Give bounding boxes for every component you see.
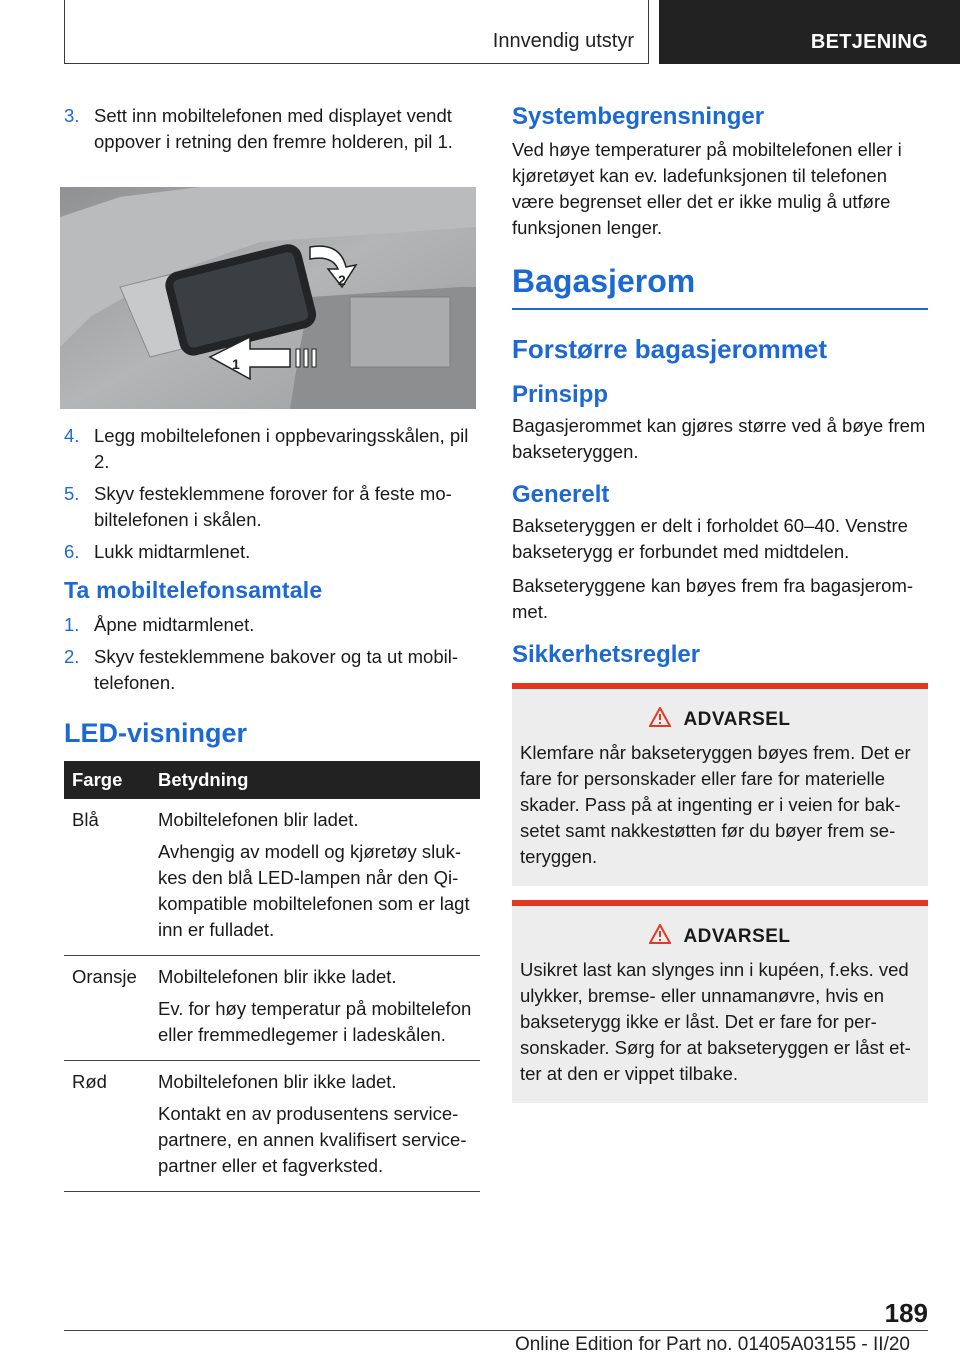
step-item xyxy=(64,103,480,155)
warning-text: Usikret last kan slynges inn i kupéen, f.eks. ved ulykker, bremse- eller unnamanøvre, hvis en bakseterygg ikke er låst. Det er fare for personskader. Sørg for at bakseteryggen er låst etter at den er vippet tilbake. xyxy=(520,959,911,1084)
warning-label: ADVARSEL xyxy=(683,708,791,730)
arrow-2-label: 2 xyxy=(338,272,346,288)
step-text: Åpne midtarmlenet. xyxy=(94,614,255,635)
principle-text: Bagasjerommet kan gjøres større ved å bøye frem bakseteryggen. xyxy=(512,415,926,462)
column-header: Farge xyxy=(64,761,150,799)
step-item xyxy=(64,644,480,696)
step-item xyxy=(64,539,480,565)
enlarge-title: Forstørre bagasjerommet xyxy=(512,334,827,364)
step-number: 6. xyxy=(64,541,80,562)
warning-text: Klemfare når bakseteryggen bøyes frem. Det er fare for personskader eller fare for materielle skader. Pass på at ingenting er i veien for baksetet samt nakkestøtten før du bøyer frem seteryggen. xyxy=(520,742,911,867)
phone-holder-photo xyxy=(60,187,476,409)
general-title: Generelt xyxy=(512,481,610,508)
header-chapter-box xyxy=(659,0,960,64)
color-cell: Blå xyxy=(64,799,150,956)
header-section-box xyxy=(64,0,649,64)
right-column xyxy=(512,103,928,1115)
warning-box xyxy=(512,683,928,886)
general-text: Bakseteryggene kan bøyes frem fra bagasjerommet. xyxy=(512,575,914,622)
meaning-line: Mobiltelefonen blir ikke ladet. xyxy=(158,966,397,987)
meaning-cell xyxy=(150,956,480,1061)
step-item xyxy=(64,612,480,638)
luggage-title: Bagasjerom xyxy=(512,263,928,310)
warning-triangle-icon xyxy=(649,924,671,949)
led-section-title: LED-visninger xyxy=(64,718,248,748)
meaning-line: Kontakt en av produsentens servicepartnere, en annen kvalifisert servicepartner eller et fagverksted. xyxy=(158,1103,467,1176)
meaning-cell xyxy=(150,799,480,956)
table-row xyxy=(64,799,480,956)
table-row xyxy=(64,1061,480,1192)
step-number: 2. xyxy=(64,646,80,667)
warning-box xyxy=(512,900,928,1103)
system-limits-title: Systembegrensninger xyxy=(512,103,765,130)
step-number: 4. xyxy=(64,425,80,446)
meaning-line: Mobiltelefonen blir ladet. xyxy=(158,809,359,830)
step-text: Legg mobiltelefonen i oppbevaringsskålen, pil 2. xyxy=(94,425,469,472)
step-text: Lukk midtarmlenet. xyxy=(94,541,251,562)
edition-note: Online Edition for Part no. 01405A03155 - II/20 xyxy=(514,1334,910,1355)
warning-label: ADVARSEL xyxy=(683,925,791,947)
arrow-1-label: 1 xyxy=(232,356,240,372)
led-table xyxy=(64,761,480,1192)
step-item xyxy=(64,481,480,533)
color-cell: Rød xyxy=(64,1061,150,1192)
left-column xyxy=(64,103,480,1192)
step-number: 3. xyxy=(64,105,80,126)
meaning-line: Avhengig av modell og kjøretøy slukkes den blå LED-lampen når den Qi-kompatible mobiltelefonen som er lagt inn er fulladet. xyxy=(158,841,470,940)
safety-title: Sikkerhetsregler xyxy=(512,641,701,668)
warning-triangle-icon xyxy=(649,707,671,732)
warning-header xyxy=(520,707,920,732)
principle-title: Prinsipp xyxy=(512,381,609,408)
step-number: 1. xyxy=(64,614,80,635)
column-header: Betydning xyxy=(150,761,480,799)
step-text: Sett inn mobiltelefonen med displayet vendt oppover i retning den fremre holderen, pil 1. xyxy=(94,105,453,152)
meaning-line: Ev. for høy temperatur på mobiltelefon eller fremmedlegemer i ladeskålen. xyxy=(158,998,472,1045)
step-item xyxy=(64,423,480,475)
meaning-line: Mobiltelefonen blir ikke ladet. xyxy=(158,1071,397,1092)
meaning-cell xyxy=(150,1061,480,1192)
step-number: 5. xyxy=(64,483,80,504)
step-text: Skyv festeklemmene forover for å feste mobiltelefonen i skålen. xyxy=(94,483,452,530)
system-limits-text: Ved høye temperaturer på mobiltelefonen eller i kjøretøyet kan ev. ladefunksjonen til telefonen være begrenset eller det er ikke mulig å utføre funksjonen lenger. xyxy=(512,139,902,238)
chapter-title: BETJENING xyxy=(810,31,928,53)
section-title: Innvendig utstyr xyxy=(492,30,634,52)
color-cell: Oransje xyxy=(64,956,150,1061)
call-section-title: Ta mobiltelefonsamtale xyxy=(64,577,323,603)
table-header-row xyxy=(64,761,480,799)
step-text: Skyv festeklemmene bakover og ta ut mobiltelefonen. xyxy=(94,646,459,693)
footer-divider xyxy=(64,1330,928,1331)
general-text: Bakseteryggen er delt i forholdet 60–40. Venstre bakseterygg er forbundet med midtdelen. xyxy=(512,515,908,562)
table-row xyxy=(64,956,480,1061)
warning-header xyxy=(520,924,920,949)
page-number: 189 xyxy=(884,1298,928,1328)
